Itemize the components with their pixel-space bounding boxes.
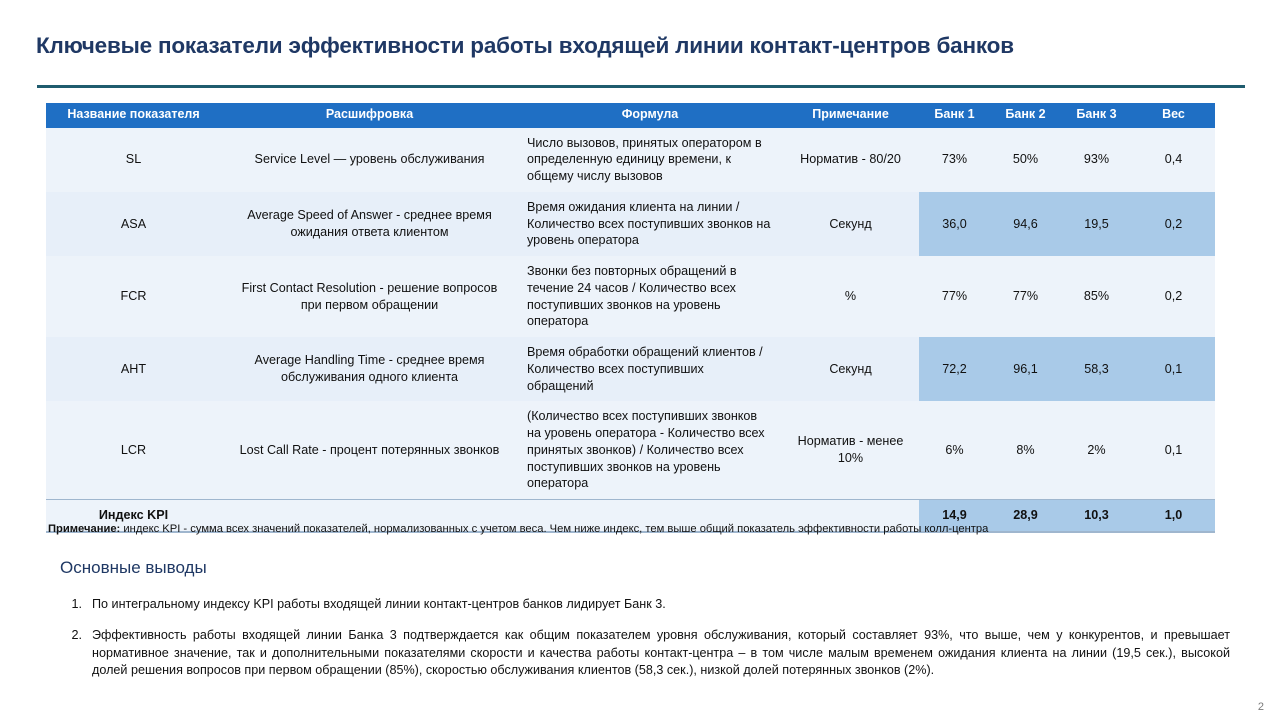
cell-bank2-value: 50% <box>990 128 1061 192</box>
column-header-weight: Вес <box>1132 103 1215 128</box>
column-header-formula: Формула <box>518 103 782 128</box>
cell-description: Average Handling Time - среднее время обслуживания одного клиента <box>221 337 518 401</box>
cell-bank1-value: 73% <box>919 128 990 192</box>
cell-total-bank2: 28,9 <box>990 499 1061 530</box>
page-title: Ключевые показатели эффективности работы входящей линии контакт-центров банков <box>36 33 1014 58</box>
cell-weight-value: 0,4 <box>1132 128 1215 192</box>
cell-weight-value: 0,2 <box>1132 256 1215 337</box>
cell-description: Service Level — уровень обслуживания <box>221 128 518 192</box>
page-number: 2 <box>1257 701 1264 713</box>
cell-description: First Contact Resolution - решение вопросов при первом обращении <box>221 256 518 337</box>
cell-note: Секунд <box>782 192 919 256</box>
cell-note: Секунд <box>782 337 919 401</box>
cell-formula: (Количество всех поступивших звонков на уровень оператора - Количество всех принятых звонков) / Количество всех поступивших звонков на уровень оператора <box>518 401 782 499</box>
cell-total-bank1: 14,9 <box>919 499 990 530</box>
column-header-bank1: Банк 1 <box>919 103 990 128</box>
cell-bank1-value: 6% <box>919 401 990 499</box>
table-row <box>46 337 1215 401</box>
cell-formula: Число вызовов, принятых оператором в определенную единицу времени, к общему числу вызовов <box>518 128 782 192</box>
cell-bank2-value: 8% <box>990 401 1061 499</box>
list-item-text: По интегральному индексу KPI работы входящей линии контакт-центров банков лидирует Банк 3. <box>92 597 666 611</box>
cell-weight-value: 0,2 <box>1132 192 1215 256</box>
cell-bank3-value: 85% <box>1061 256 1132 337</box>
list-item-number: 1. <box>71 597 82 611</box>
conclusions-heading: Основные выводы <box>60 558 207 577</box>
cell-bank2-value: 96,1 <box>990 337 1061 401</box>
cell-total-bank3: 10,3 <box>1061 499 1132 530</box>
cell-weight-value: 0,1 <box>1132 401 1215 499</box>
cell-bank1-value: 36,0 <box>919 192 990 256</box>
column-header-note: Примечание <box>782 103 919 128</box>
cell-indicator-name: FCR <box>46 256 221 337</box>
table-row <box>46 256 1215 337</box>
cell-formula: Время обработки обращений клиентов / Количество всех поступивших обращений <box>518 337 782 401</box>
table-row <box>46 128 1215 192</box>
cell-formula: Время ожидания клиента на линии / Количество всех поступивших звонков на уровень оператора <box>518 192 782 256</box>
column-header-description: Расшифровка <box>221 103 518 128</box>
list-item-number: 2. <box>71 628 82 643</box>
list-item <box>60 627 1230 679</box>
cell-bank3-value: 2% <box>1061 401 1132 499</box>
cell-indicator-name: SL <box>46 128 221 192</box>
cell-bank3-value: 58,3 <box>1061 337 1132 401</box>
list-item <box>60 596 1230 613</box>
cell-note: Норматив - 80/20 <box>782 128 919 192</box>
cell-weight-value: 0,1 <box>1132 337 1215 401</box>
table-footnote <box>48 522 1228 537</box>
cell-total-weight: 1,0 <box>1132 499 1215 530</box>
conclusions-list <box>60 596 1230 693</box>
cell-total-label: Индекс KPI <box>46 499 221 530</box>
kpi-table-container <box>46 103 1215 533</box>
column-header-bank2: Банк 2 <box>990 103 1061 128</box>
title-underline-rule <box>37 85 1245 88</box>
cell-bank2-value: 77% <box>990 256 1061 337</box>
cell-bank3-value: 19,5 <box>1061 192 1132 256</box>
footnote-label: Примечание: <box>48 523 121 535</box>
table-header-row <box>46 103 1215 128</box>
kpi-table <box>46 103 1215 531</box>
cell-note: % <box>782 256 919 337</box>
table-body <box>46 128 1215 531</box>
cell-indicator-name: AHT <box>46 337 221 401</box>
list-item-text: Эффективность работы входящей линии Банка 3 подтверждается как общим показателем уровня обслуживания, который составляет 93%, что выше, чем у конкурентов, и превышает нормативное значение, так и дополнительными показателями скорости и качества работы контакт-центра – в том числе малым временем ожидания клиента на линии (19,5 сек.), высокой долей решения вопросов при первом обращении (85%), скоростью обслуживания клиентов (58,3 сек.), низкой долей потерянных звонков (2%). <box>92 628 1230 677</box>
table-row <box>46 401 1215 499</box>
table-row <box>46 192 1215 256</box>
column-header-name: Название показателя <box>46 103 221 128</box>
cell-bank1-value: 72,2 <box>919 337 990 401</box>
cell-description: Lost Call Rate - процент потерянных звонков <box>221 401 518 499</box>
cell-bank2-value: 94,6 <box>990 192 1061 256</box>
column-header-bank3: Банк 3 <box>1061 103 1132 128</box>
footnote-text: индекс KPI - сумма всех значений показателей, нормализованных с учетом веса. Чем ниже индекс, тем выше общий показатель эффективности работы колл-центра <box>120 523 989 535</box>
cell-description: Average Speed of Answer - среднее время ожидания ответа клиентом <box>221 192 518 256</box>
table-header <box>46 103 1215 128</box>
cell-note: Норматив - менее 10% <box>782 401 919 499</box>
cell-formula: Звонки без повторных обращений в течение 24 часов / Количество всех поступивших звонков на уровень оператора <box>518 256 782 337</box>
cell-indicator-name: LCR <box>46 401 221 499</box>
cell-bank1-value: 77% <box>919 256 990 337</box>
cell-indicator-name: ASA <box>46 192 221 256</box>
cell-bank3-value: 93% <box>1061 128 1132 192</box>
